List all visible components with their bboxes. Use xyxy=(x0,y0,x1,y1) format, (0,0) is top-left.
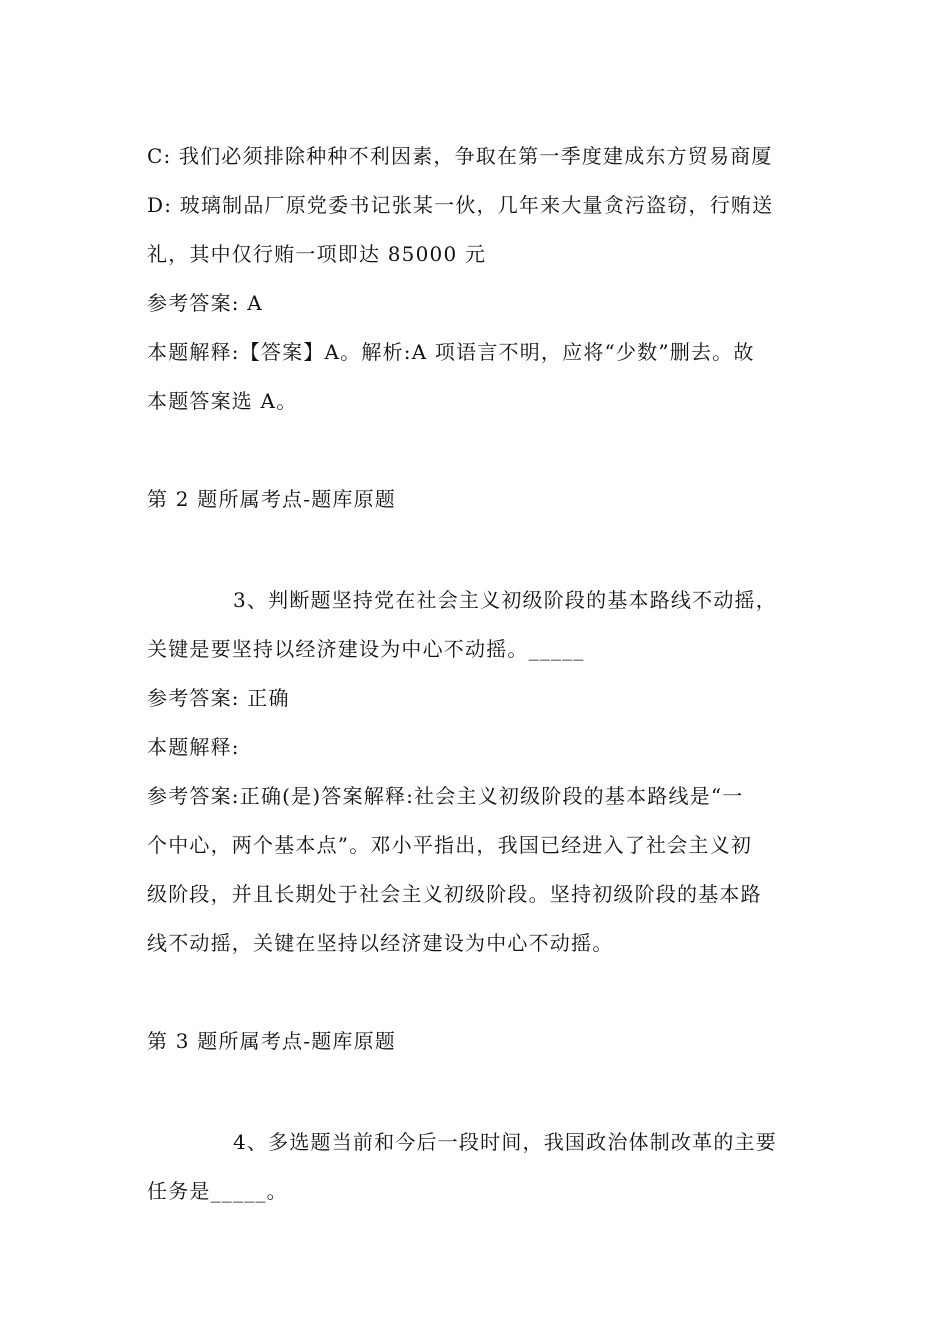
q3-answer: 参考答案: 正确 xyxy=(147,686,290,710)
q3-explanation-line-4: 线不动摇，关键在坚持以经济建设为中心不动摇。 xyxy=(147,931,614,955)
q3-question-line-1: 3、判断题坚持党在社会主义初级阶段的基本路线不动摇， xyxy=(233,588,777,612)
q3-question-line-2: 关键是要坚持以经济建设为中心不动摇。_____ xyxy=(147,637,585,661)
q4-question-line-1: 4、多选题当前和今后一段时间，我国政治体制改革的主要 xyxy=(233,1130,777,1154)
option-d-line-2: 礼，其中仅行贿一项即达 85000 元 xyxy=(147,242,487,266)
q3-explanation-label: 本题解释: xyxy=(147,735,240,759)
document-page xyxy=(147,132,807,1216)
q3-explanation-line-2: 个中心，两个基本点”。邓小平指出，我国已经进入了社会主义初 xyxy=(147,833,753,857)
q3-explanation-line-1: 参考答案:正确(是)答案解释:社会主义初级阶段的基本路线是“一 xyxy=(147,784,744,808)
q2-explanation-line-1: 本题解释:【答案】A。解析:A 项语言不明，应将“少数”删去。故 xyxy=(147,340,755,364)
q3-explanation-line-3: 级阶段，并且长期处于社会主义初级阶段。坚持初级阶段的基本路 xyxy=(147,882,762,906)
q3-topic: 第 3 题所属考点-题库原题 xyxy=(147,1029,396,1053)
q2-answer: 参考答案: A xyxy=(147,291,263,315)
q2-explanation-line-2: 本题答案选 A。 xyxy=(147,389,298,413)
option-d-line-1: D: 玻璃制品厂原党委书记张某一伙，几年来大量贪污盗窃，行贿送 xyxy=(147,193,774,217)
option-c: C: 我们必须排除种种不利因素，争取在第一季度建成东方贸易商厦 xyxy=(147,144,773,168)
q2-topic: 第 2 题所属考点-题库原题 xyxy=(147,487,396,511)
q4-question-line-2: 任务是_____。 xyxy=(147,1179,288,1203)
